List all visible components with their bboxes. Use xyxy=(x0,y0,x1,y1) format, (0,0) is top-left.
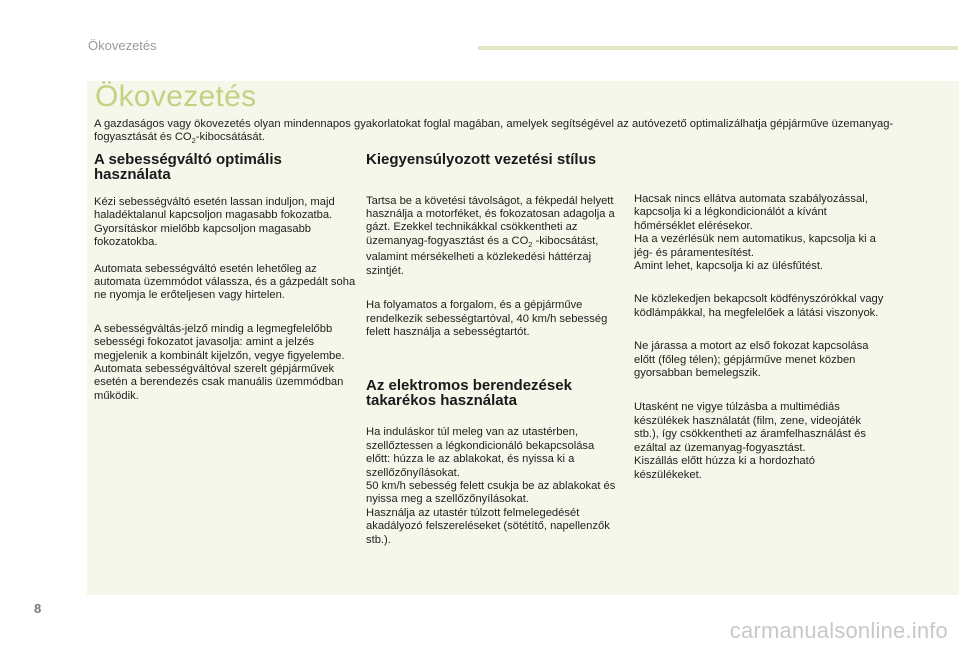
paragraph: Amint lehet, kapcsolja ki az ülésfűtést. xyxy=(634,260,824,273)
page-number: 8 xyxy=(34,601,42,616)
paragraph: Ne járassa a motort az első fokozat kapcsolása előtt (főleg télen); gépjárműve menet közben gyorsabban bemelegszik. xyxy=(634,340,869,380)
paragraph: Kézi sebességváltó esetén lassan induljon, majd haladéktalanul kapcsoljon magasabb fokozatba. Gyorsításkor mielőbb kapcsoljon magasabb fokozatokba. xyxy=(94,196,335,249)
section-heading-electrical: Az elektromos berendezések takarékos használata xyxy=(366,377,572,409)
paragraph: 50 km/h sebesség felett csukja be az ablakokat és nyissa meg a szellőzőnyílásokat. xyxy=(366,480,616,506)
paragraph: Hacsak nincs ellátva automata szabályozással, kapcsolja ki a légkondicionálót a kívánt hőmérséklet elérésekor. xyxy=(634,193,868,232)
paragraph-text: Tartsa be a követési távolságot, a fékpedál helyett használja a motorféket, és fokozatosan adagolja a gázt. Ezekkel technikákkal csökkentheti az üzemanyag-fogyasztást és a CO xyxy=(366,194,615,247)
intro-subscript: 2 xyxy=(191,136,196,146)
paragraph xyxy=(366,195,618,279)
column-gearbox xyxy=(94,153,356,403)
intro-paragraph xyxy=(94,118,934,148)
paragraph: Használja az utastér túlzott felmelegedését akadályozó felszereléseket (sötétítő, napellenzők stb.). xyxy=(366,506,610,546)
paragraph: Ne közlekedjen bekapcsolt ködfényszórókkal vagy ködlámpákkal, ha megfelelőek a látási viszonyok. xyxy=(634,293,884,319)
column-driving-style xyxy=(366,153,618,547)
header-rule xyxy=(478,46,958,50)
subscript: 2 xyxy=(528,239,533,249)
paragraph: Ha folyamatos a forgalom, és a gépjárműve rendelkezik sebességtartóval, 40 km/h sebesség felett használja a sebességtartót. xyxy=(366,299,608,338)
running-title: Ökovezetés xyxy=(88,38,157,53)
paragraph: Automata sebességváltóval szerelt gépjárművek esetén a berendezés csak manuális üzemmódban működik. xyxy=(94,363,344,402)
watermark: carmanualsonline.info xyxy=(729,618,948,643)
paragraph: Ha a vezérlésük nem automatikus, kapcsolja ki a jég- és páramentesítést. xyxy=(634,233,876,259)
paragraph: Utasként ne vigye túlzásba a multimédiás készülékek használatát (film, zene, videojáték stb.), így csökkentheti az áramfelhasználást és ezáltal az üzemanyag-fogyasztást. xyxy=(634,401,866,454)
column-tips xyxy=(634,193,884,482)
section-heading-driving-style: Kiegyensúlyozott vezetési stílus xyxy=(366,151,597,168)
paragraph: Automata sebességváltó esetén lehetőleg az automata üzemmódot válassza, és a gázpedált soha ne nyomja le erőteljesen vagy hirtelen. xyxy=(94,262,356,302)
page-title: Ökovezetés xyxy=(95,80,257,113)
intro-text: A gazdaságos vagy ökovezetés olyan mindennapos gyakorlatokat foglal magában, amelyek segítségével az autóvezető optimalizálhatja gépjárműve üzemanyag-fogyasztását és CO xyxy=(94,118,894,144)
paragraph-text: -kibocsátást, valamint mérsékelheti a közlekedési háttérzaj szintjét. xyxy=(366,234,599,277)
paragraph: Ha induláskor túl meleg van az utastérben, szellőztessen a légkondicionáló bekapcsolása előtt: húzza le az ablakokat, és nyissa ki a szellőzőnyílásokat. xyxy=(366,426,595,479)
section-heading-gearbox: A sebességváltó optimális használata xyxy=(94,151,282,183)
paragraph: Kiszállás előtt húzza ki a hordozható készülékeket. xyxy=(634,455,815,481)
paragraph: A sebességváltás-jelző mindig a legmegfelelőbb sebességi fokozatot javasolja: amint a jelzés megjelenik a kombinált kijelzőn, vegye figyelembe. xyxy=(94,322,345,362)
intro-text-end: -kibocsátását. xyxy=(195,131,265,144)
